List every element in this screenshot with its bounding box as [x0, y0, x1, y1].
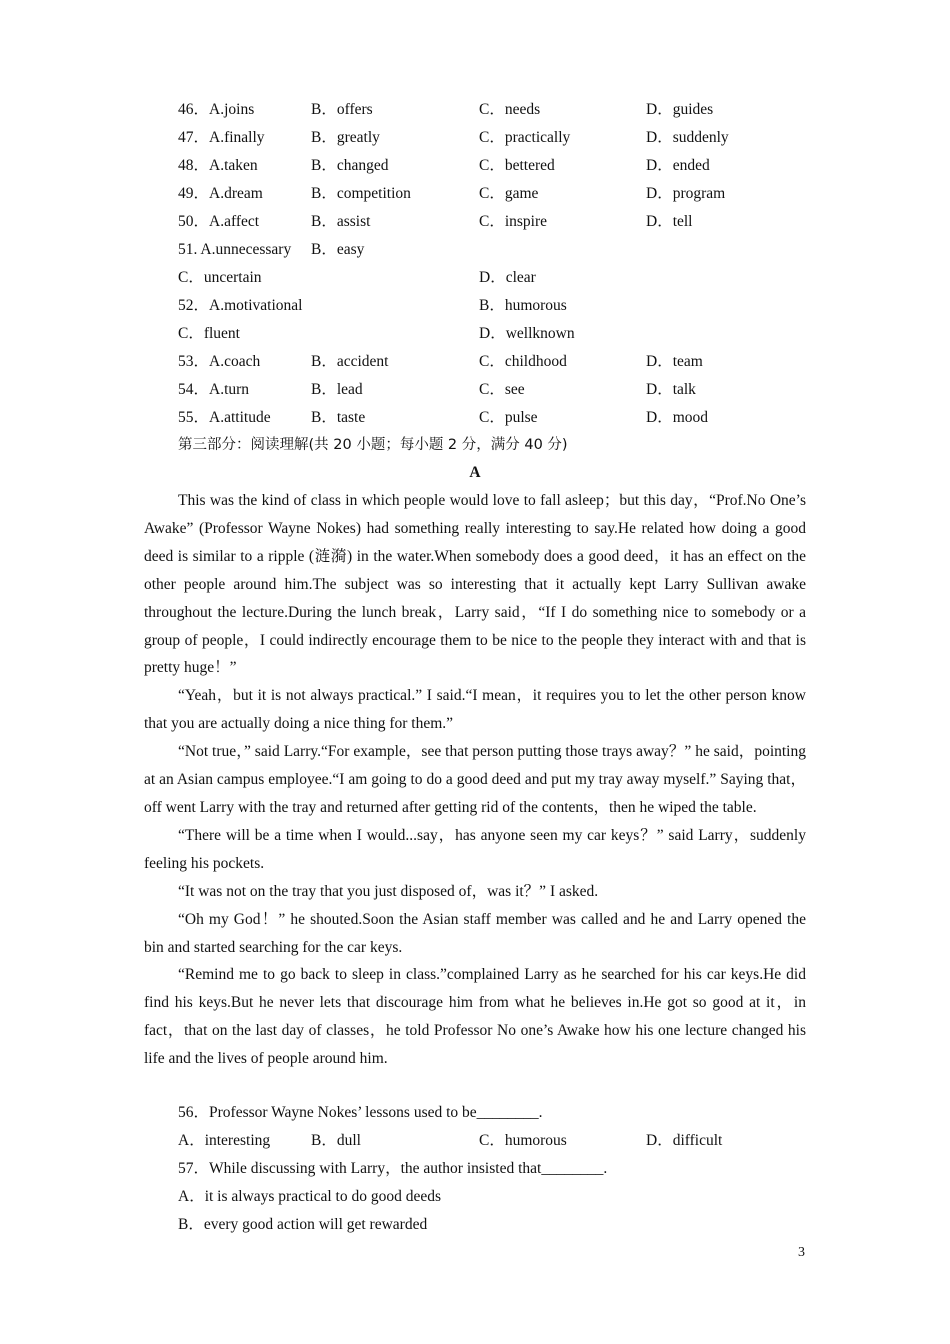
question-57-option-b: B．every good action will get rewarded: [178, 1216, 428, 1233]
option-c: C．see: [479, 381, 525, 398]
paragraph: “It was not on the tray that you just disposed of，was it？” I asked.: [178, 882, 599, 900]
option-a: 46．A.joins: [178, 101, 255, 118]
section-heading: 第三部分：阅读理解(共 20 小题；每小题 2 分，满分 40 分): [178, 437, 568, 453]
option-a: 48．A.taken: [178, 157, 258, 174]
option-d: D．talk: [646, 381, 696, 398]
option-d: D．guides: [646, 101, 714, 118]
option-d: D．mood: [646, 409, 709, 426]
option-d: D．difficult: [646, 1132, 723, 1149]
paragraph: “Yeah，but it is not always practical.” I said.“I mean，it requires you to let the other person know that you are actually doing a nice thing for them.”: [144, 687, 806, 733]
option-a: 54．A.turn: [178, 381, 250, 398]
question-56-stem: 56．Professor Wayne Nokes’ lessons used to be________.: [178, 1104, 543, 1121]
option-a: 53．A.coach: [178, 353, 261, 370]
option-d: D．ended: [646, 157, 710, 174]
option-a: 51. A.unnecessary: [178, 241, 292, 258]
option-d: D．clear: [479, 269, 536, 286]
option-a: 52．A.motivational: [178, 297, 303, 314]
option-a: 55．A.attitude: [178, 409, 271, 426]
option-b: B．easy: [311, 241, 365, 258]
option-c: C．pulse: [479, 409, 538, 426]
option-b: B．humorous: [479, 297, 567, 314]
paragraph: “Oh my God！” he shouted.Soon the Asian staff member was called and he and Larry opened the bin and started searching for the car keys.: [144, 910, 806, 956]
paragraph: This was the kind of class in which people would love to fall asleep；but this day，“Prof.No One’s Awake” (Professor Wayne Nokes) had something really interesting to say.He related how doing a good deed is similar to a ripple (涟漪) in the water.When somebody does a good deed，it has an effect on the other people around him.The subject was so interesting that it actually kept Larry Sullivan awake throughout the lecture.During the lunch break，Larry said，“If I do something nice to somebody or a group of people，I could indirectly encourage them to be nice to the people they interact with and that is pretty huge！”: [144, 492, 806, 677]
question-57-option-a: A．it is always practical to do good deeds: [178, 1188, 442, 1205]
page-number: 3: [798, 1245, 805, 1260]
option-c: C．needs: [479, 101, 541, 118]
option-b: B．accident: [311, 353, 389, 370]
option-b: B．competition: [311, 185, 411, 202]
paragraph: “There will be a time when I would...say，has anyone seen my car keys？” said Larry，suddenly feeling his pockets.: [144, 826, 806, 872]
option-d: D．tell: [646, 213, 693, 230]
option-d: D．suddenly: [646, 129, 729, 146]
option-d: D．wellknown: [479, 325, 575, 342]
option-d: D．team: [646, 353, 703, 370]
question-57-stem: 57．While discussing with Larry，the author insisted that________.: [178, 1160, 608, 1177]
option-b: B．greatly: [311, 129, 380, 146]
option-a: 49．A.dream: [178, 185, 263, 202]
option-c: C．uncertain: [178, 269, 262, 286]
reading-passage: [144, 487, 806, 1073]
paragraph: “Not true，” said Larry.“For example，see that person putting those trays away？” he said，pointing at an Asian campus employee.“I am going to do a good deed and put my tray away myself.” Saying that，off went Larry with the tray and returned after getting rid of the contents，then he wiped the table.: [144, 743, 806, 816]
option-b: B．offers: [311, 101, 373, 118]
option-c: C．game: [479, 185, 539, 202]
option-c: C．bettered: [479, 157, 555, 174]
option-d: D．program: [646, 185, 726, 202]
option-a: 47．A.finally: [178, 129, 265, 146]
paragraph: “Remind me to go back to sleep in class.”complained Larry as he searched for his car keys.He did find his keys.But he never lets that discourage him from what he believes in.He got so good at it，in fact，that on the last day of classes，he told Professor No one’s Awake how his one lecture changed his life and the lives of people around him.: [144, 966, 806, 1068]
option-b: B．changed: [311, 157, 389, 174]
option-b: B．assist: [311, 213, 371, 230]
option-c: C．practically: [479, 129, 571, 146]
option-b: B．lead: [311, 381, 363, 398]
option-c: C．childhood: [479, 353, 567, 370]
option-a: 50．A.affect: [178, 213, 260, 230]
option-c: C．inspire: [479, 213, 548, 230]
option-c: C．fluent: [178, 325, 240, 342]
option-b: B．taste: [311, 409, 366, 426]
option-c: C．humorous: [479, 1132, 567, 1149]
option-b: B．dull: [311, 1132, 361, 1149]
option-a: A．interesting: [178, 1132, 271, 1149]
passage-title: A: [469, 464, 481, 481]
